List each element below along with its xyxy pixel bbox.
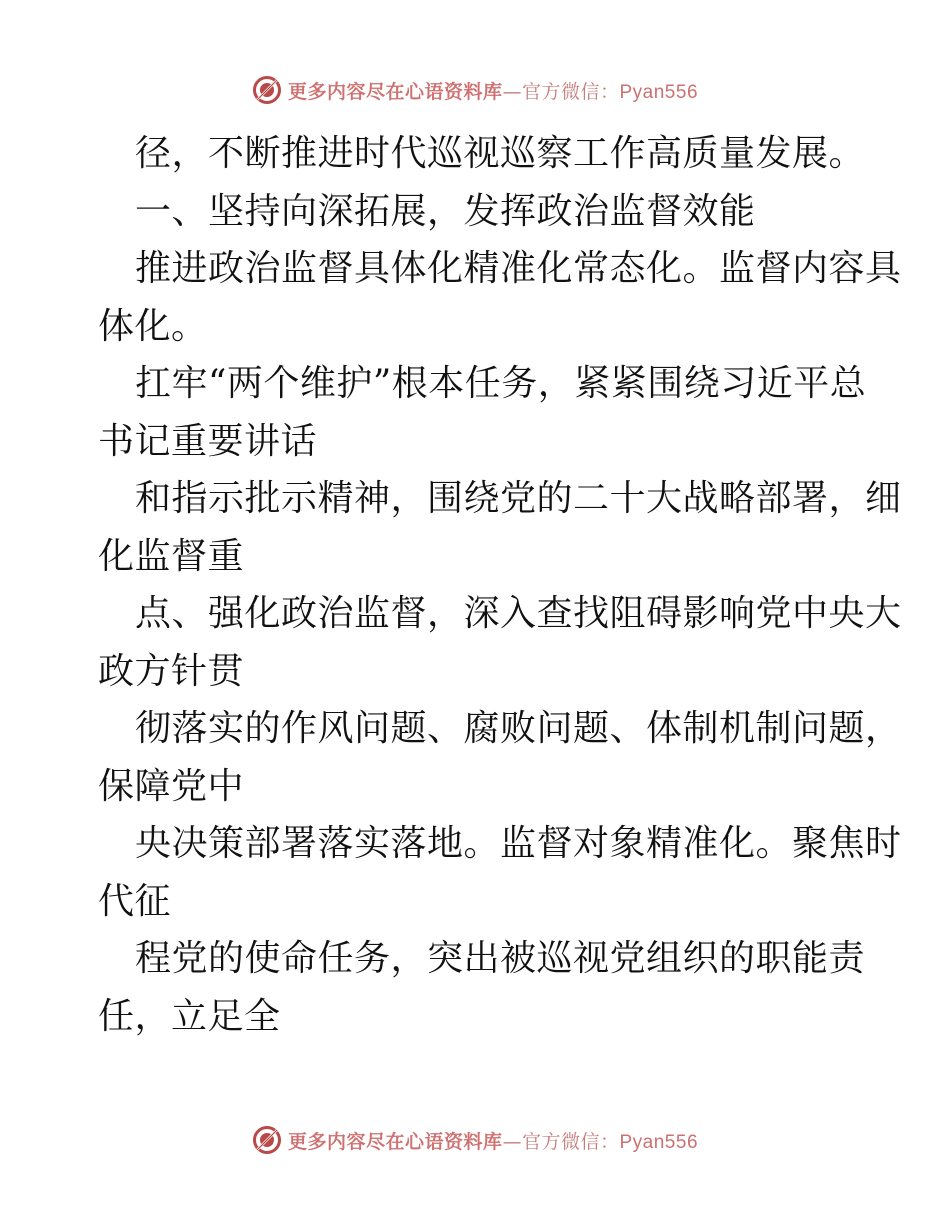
body-line: 彻落实的作风问题、腐败问题、体制机制问题，: [135, 708, 902, 749]
body-line: 书记重要讲话: [98, 420, 318, 462]
body-line: 政方针贯: [98, 650, 245, 692]
quill-pen-seal-icon: [252, 1125, 282, 1155]
footer-handle: Pyan556: [619, 1131, 699, 1153]
body-line: 央决策部署落实落地。监督对象精准化。聚焦时: [135, 823, 902, 864]
footer-banner: [0, 1120, 950, 1160]
body-line: 体化。: [98, 305, 208, 347]
footer-lead: 更多内容尽在心语资料库: [287, 1130, 503, 1153]
body-line: 代征: [98, 880, 172, 922]
document-body: [98, 125, 902, 1045]
body-line: 推进政治监督具体化精准化常态化。监督内容具: [135, 248, 902, 289]
footer-rest: —官方微信：: [502, 1130, 620, 1153]
footer-banner-text: [288, 1127, 698, 1154]
body-line: 和指示批示精神，围绕党的二十大战略部署，细: [135, 478, 902, 519]
section-heading: 一、坚持向深拓展，发挥政治监督效能: [135, 190, 756, 232]
body-line: 程党的使命任务，突出被巡视党组织的职能责: [135, 938, 866, 979]
body-line: 径，不断推进时代巡视巡察工作高质量发展。: [135, 133, 866, 174]
header-rest: —官方微信：: [502, 80, 620, 103]
body-line: 点、强化政治监督，深入查找阻碍影响党中央大: [135, 593, 902, 634]
header-banner-text: [288, 77, 698, 104]
header-handle: Pyan556: [619, 81, 699, 103]
body-line: 保障党中: [98, 765, 245, 807]
header-banner: [0, 70, 950, 110]
body-line: 扛牢“两个维护”根本任务，紧紧围绕习近平总: [135, 363, 867, 404]
body-line: 任，立足全: [98, 995, 281, 1037]
body-line: 化监督重: [98, 535, 245, 577]
quill-pen-seal-icon: [252, 75, 282, 105]
header-lead: 更多内容尽在心语资料库: [287, 80, 503, 103]
